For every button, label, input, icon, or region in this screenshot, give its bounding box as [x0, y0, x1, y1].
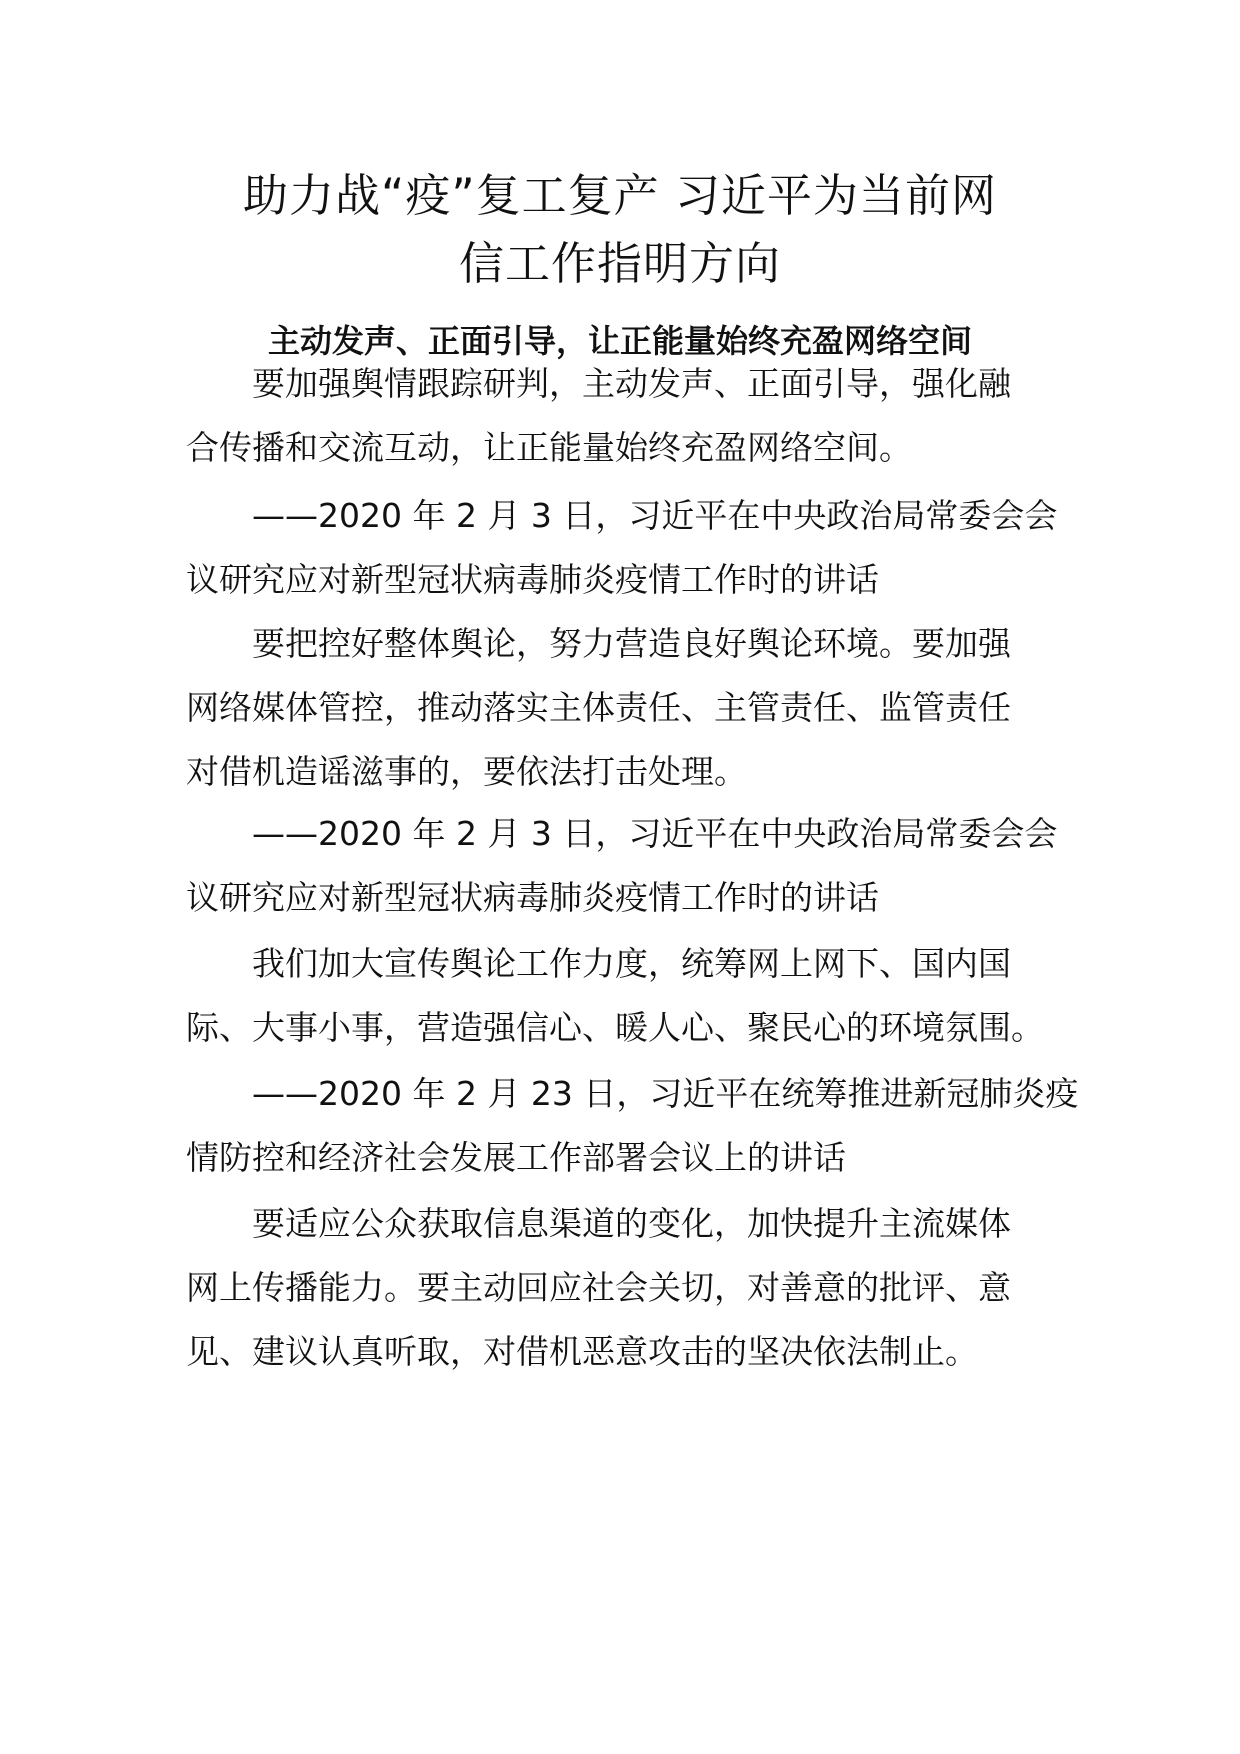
quote-paragraph — [186, 932, 1056, 1060]
paragraph-line: ——2020 年 2 月 23 日，习近平在统筹推进新冠肺炎疫 — [252, 1074, 1079, 1113]
paragraph-line: 网上传播能力。要主动回应社会关切，对善意的批评、意 — [186, 1268, 1011, 1307]
title-line: 助力战“疫”复工复产 习近平为当前网 — [243, 169, 997, 222]
document-title — [150, 162, 1090, 298]
paragraph-line: 要加强舆情跟踪研判，主动发声、正面引导，强化融 — [252, 364, 1011, 403]
paragraph-line: 议研究应对新型冠状病毒肺炎疫情工作时的讲话 — [186, 878, 879, 917]
paragraph-line: 合传播和交流互动，让正能量始终充盈网络空间。 — [186, 428, 912, 467]
paragraph-line: 网络媒体管控，推动落实主体责任、主管责任、监管责任 — [186, 688, 1011, 727]
source-attribution — [186, 802, 1056, 930]
source-attribution — [186, 484, 1056, 612]
title-line: 信工作指明方向 — [458, 237, 781, 290]
paragraph-line: 议研究应对新型冠状病毒肺炎疫情工作时的讲话 — [186, 560, 879, 599]
paragraph-line: 对借机造谣滋事的，要依法打击处理。 — [186, 752, 747, 791]
paragraph-line: 我们加大宣传舆论工作力度，统筹网上网下、国内国 — [252, 944, 1011, 983]
quote-paragraph — [186, 352, 1056, 480]
section-subtitle: 主动发声、正面引导，让正能量始终充盈网络空间 — [267, 322, 972, 360]
paragraph-line: 际、大事小事，营造强信心、暖人心、聚民心的环境氛围。 — [186, 1008, 1044, 1047]
paragraph-line: 要把控好整体舆论，努力营造良好舆论环境。要加强 — [252, 624, 1011, 663]
paragraph-line: ——2020 年 2 月 3 日，习近平在中央政治局常委会会 — [252, 496, 1058, 535]
paragraph-line: ——2020 年 2 月 3 日，习近平在中央政治局常委会会 — [252, 814, 1058, 853]
source-attribution — [186, 1062, 1079, 1190]
quote-paragraph — [186, 1192, 1056, 1384]
quote-paragraph — [186, 612, 1056, 804]
paragraph-line: 见、建议认真听取，对借机恶意攻击的坚决依法制止。 — [186, 1332, 978, 1371]
paragraph-line: 情防控和经济社会发展工作部署会议上的讲话 — [186, 1138, 846, 1177]
paragraph-line: 要适应公众获取信息渠道的变化，加快提升主流媒体 — [252, 1204, 1011, 1243]
